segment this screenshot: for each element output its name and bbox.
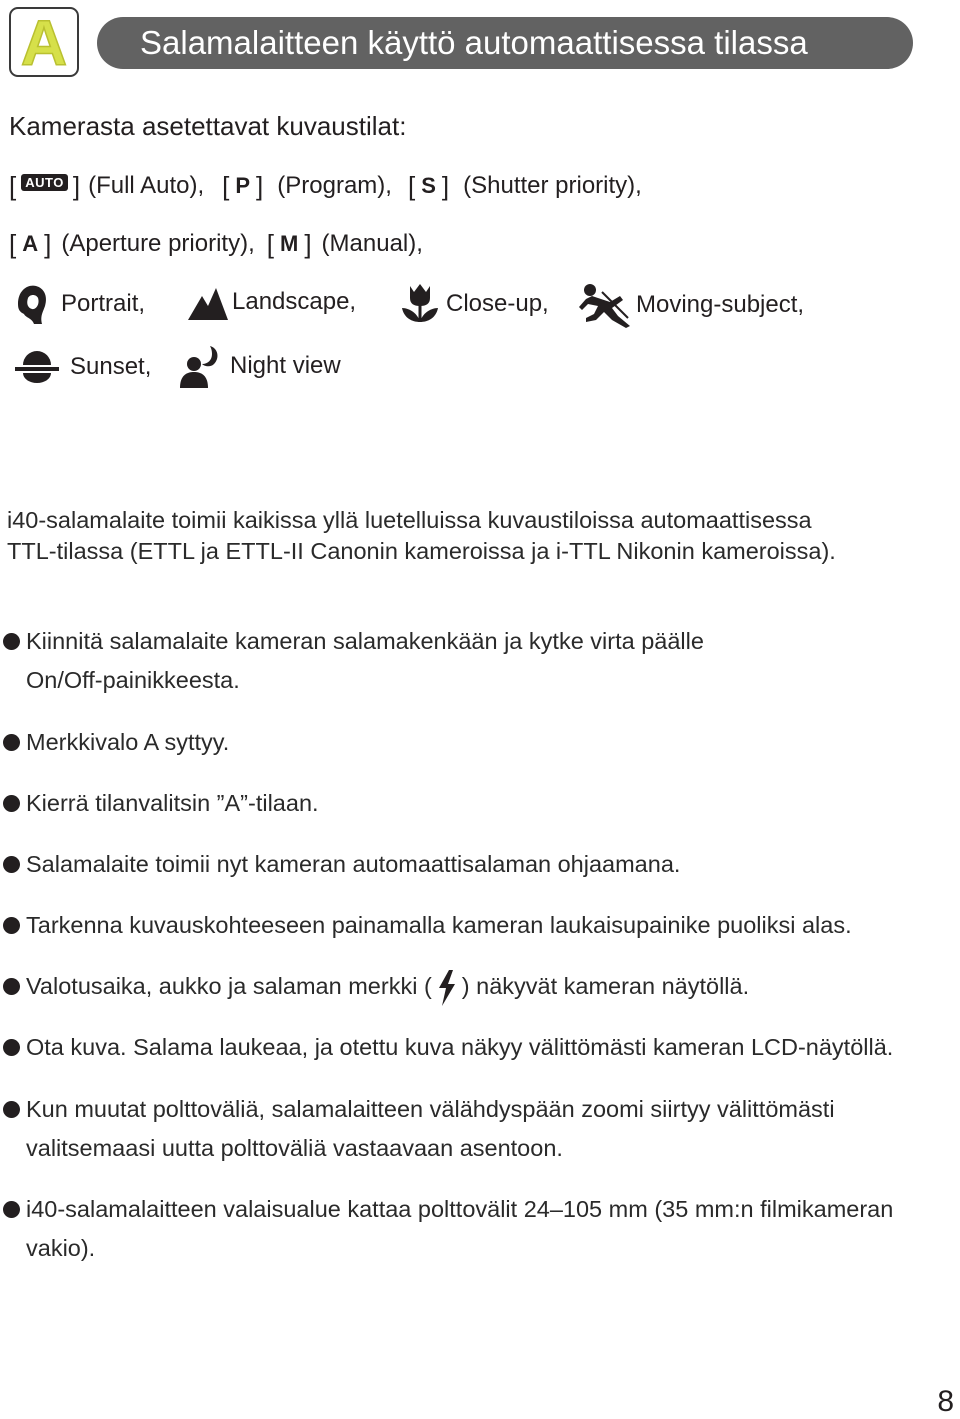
scene-night (180, 344, 341, 388)
bullet-dot (3, 633, 20, 650)
modes-heading: Kamerasta asetettavat kuvaustilat: (9, 111, 407, 141)
mode-letter: A (20, 7, 68, 79)
full-auto-label: (Full Auto), (88, 172, 205, 199)
bullet-dot (3, 795, 20, 812)
manual-label: (Manual), (321, 230, 423, 257)
portrait-label: Portrait, (61, 290, 146, 317)
portrait-icon (12, 282, 50, 326)
list-item (3, 787, 319, 823)
running-person-icon (578, 282, 632, 328)
bullet-text: Ota kuva. Salama laukeaa, ja otettu kuva näkyy välittömästi kameran LCD-näytöllä. (26, 1034, 894, 1060)
shutter-label: (Shutter priority), (463, 172, 642, 199)
bullet-dot (3, 734, 20, 751)
flower-icon (400, 282, 440, 326)
list-item (3, 726, 229, 762)
scene-sunset (15, 349, 151, 385)
mode-a-icon (9, 7, 79, 77)
list-item (3, 970, 749, 1006)
a-mode-key: A (22, 231, 39, 256)
flash-bolt-icon (436, 970, 458, 1006)
bullet-dot (3, 978, 20, 995)
scene-moving (578, 282, 804, 328)
p-mode-key: P (235, 173, 251, 198)
mode-line-1: [ AUTO ] (Full Auto), [ P ] (Program), [ S ] (Shutter priority), (9, 170, 642, 201)
page-title: Salamalaitteen käyttö automaattisessa tilassa (140, 24, 808, 61)
intro-paragraph-line-1: i40-salamalaite toimii kaikissa yllä luetelluissa kuvaustiloissa automaattisessa (7, 507, 812, 533)
moving-label: Moving-subject, (636, 291, 805, 318)
title-bar (97, 17, 913, 69)
scene-landscape (188, 282, 356, 322)
bullet-text: Merkkivalo A syttyy. (26, 729, 230, 755)
bullet-dot (3, 917, 20, 934)
mode-line-2: [ A ] (Aperture priority), [ M ] (Manual), (9, 228, 423, 259)
closeup-label: Close-up, (446, 290, 549, 317)
bullet-dot (3, 1201, 20, 1218)
intro-paragraph-line-2: TTL-tilassa (ETTL ja ETTL-II Canonin kameroissa ja i-TTL Nikonin kameroissa). (7, 538, 836, 564)
bullet-text: Kun muutat polttoväliä, salamalaitteen välähdyspään zoomi siirtyy välittömästi (26, 1096, 835, 1122)
scene-portrait (12, 282, 145, 326)
bullet-text: i40-salamalaitteen valaisualue kattaa polttovälit 24–105 mm (35 mm:n filmikameran (26, 1196, 894, 1222)
bullet-text: Salamalaite toimii nyt kameran automaattisalaman ohjaamana. (26, 851, 681, 877)
bullet-dot (3, 856, 20, 873)
bullet-text: Kiinnitä salamalaite kameran salamakenkään ja kytke virta päälle (26, 628, 704, 654)
landscape-label: Landscape, (232, 288, 357, 315)
m-mode-key: M (279, 231, 299, 256)
landscape-icon (188, 282, 228, 322)
bullet-text-cont: vakio). (26, 1235, 96, 1261)
bullet-text-after: ) näkyvät kameran näytöllä. (461, 973, 750, 999)
list-item (3, 848, 680, 884)
bullet-text-cont: valitsemaasi uutta polttoväliä vastaavaan asentoon. (26, 1135, 563, 1161)
list-item (3, 909, 852, 945)
bullet-text: Tarkenna kuvauskohteeseen painamalla kameran laukaisupainike puoliksi alas. (26, 912, 852, 938)
bullet-dot (3, 1101, 20, 1118)
sunset-label: Sunset, (70, 353, 152, 380)
list-item (3, 1031, 893, 1067)
aperture-label: (Aperture priority), (61, 230, 255, 257)
program-label: (Program), (277, 172, 392, 199)
list-item (3, 625, 704, 700)
bullet-text-cont: On/Off-painikkeesta. (26, 667, 240, 693)
s-mode-key: S (421, 173, 436, 198)
bullet-text: Valotusaika, aukko ja salaman merkki ( (26, 973, 432, 999)
bullet-dot (3, 1039, 20, 1056)
list-item (3, 1093, 835, 1168)
bullet-text: Kierrä tilanvalitsin ”A”-tilaan. (26, 790, 319, 816)
list-item (3, 1193, 893, 1268)
auto-mode-badge: AUTO (21, 174, 68, 191)
night-portrait-icon (180, 344, 222, 388)
night-label: Night view (230, 352, 341, 379)
sunset-icon (15, 349, 59, 385)
page-number: 8 (937, 1385, 954, 1418)
scene-closeup (400, 282, 549, 326)
